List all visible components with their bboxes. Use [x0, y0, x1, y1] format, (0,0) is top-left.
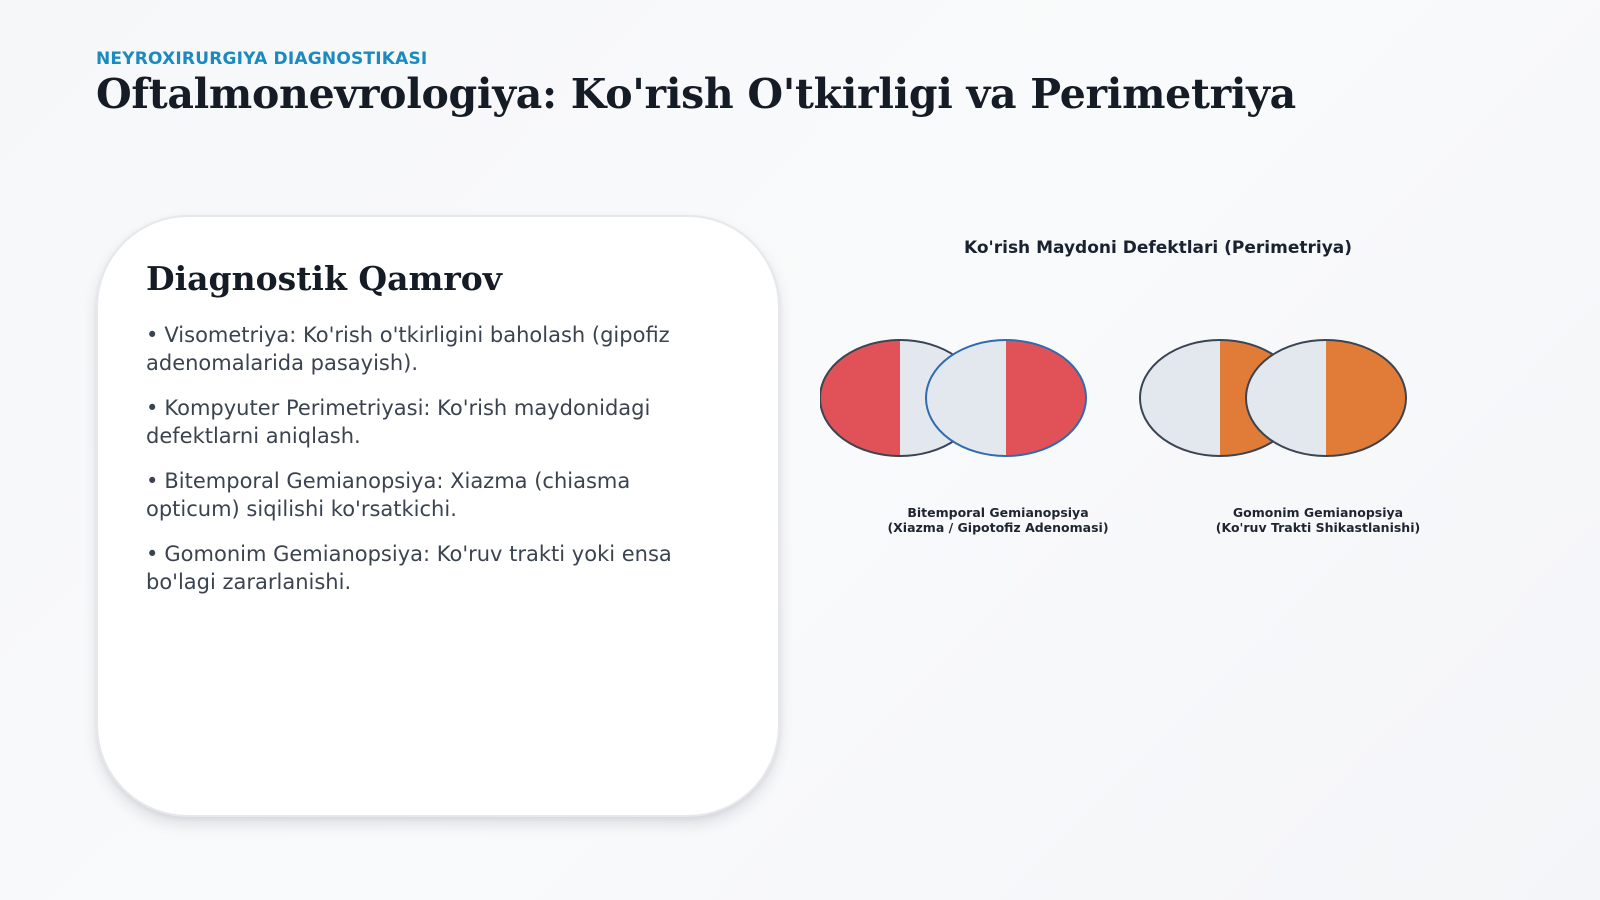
- diagram-title: Ko'rish Maydoni Defektlari (Perimetriya): [963, 238, 1353, 258]
- page-title: Oftalmonevrologiya: Ko'rish O'tkirligi va Perimetriya: [96, 70, 1296, 118]
- bullet-list: [146, 321, 706, 613]
- homonymous-right-eye-field: [1246, 338, 1408, 458]
- bitemporal-right-eye-field: [926, 338, 1088, 458]
- bullet-dot-icon: •: [146, 323, 159, 347]
- bullet-text: Kompyuter Perimetriyasi: Ko'rish maydonidagi defektlarni aniqlash.: [146, 396, 651, 448]
- bullet-dot-icon: •: [146, 396, 159, 420]
- bitemporal-field-group: [820, 338, 1109, 535]
- visual-field-diagram: [820, 220, 1500, 560]
- bullet-item: [146, 394, 706, 450]
- bitemporal-label-line2: (Xiazma / Gipotofiz Adenomasi): [887, 520, 1109, 535]
- bullet-dot-icon: •: [146, 469, 159, 493]
- bitemporal-label-line1: Bitemporal Gemianopsiya: [907, 505, 1089, 520]
- diagnostic-scope-card: [96, 215, 780, 817]
- bullet-text: Bitemporal Gemianopsiya: Xiazma (chiasma opticum) siqilishi ko'rsatkichi.: [146, 469, 631, 521]
- section-eyebrow: NEYROXIRURGIYA DIAGNOSTIKASI: [96, 49, 428, 69]
- bullet-item: [146, 321, 706, 377]
- bullet-dot-icon: •: [146, 542, 159, 566]
- card-title: Diagnostik Qamrov: [146, 259, 502, 298]
- bullet-item: [146, 467, 706, 523]
- bullet-text: Gomonim Gemianopsiya: Ko'ruv trakti yoki ensa bo'lagi zararlanishi.: [146, 542, 672, 594]
- homonymous-label-line1: Gomonim Gemianopsiya: [1232, 505, 1404, 520]
- bullet-text: Visometriya: Ko'rish o'tkirligini baholash (gipofiz adenomalarida pasayish).: [146, 323, 670, 375]
- visual-field-svg: [820, 220, 1500, 560]
- homonymous-field-group: [1140, 338, 1420, 535]
- homonymous-label-line2: (Ko'ruv Trakti Shikastlanishi): [1215, 520, 1421, 535]
- bullet-item: [146, 540, 706, 596]
